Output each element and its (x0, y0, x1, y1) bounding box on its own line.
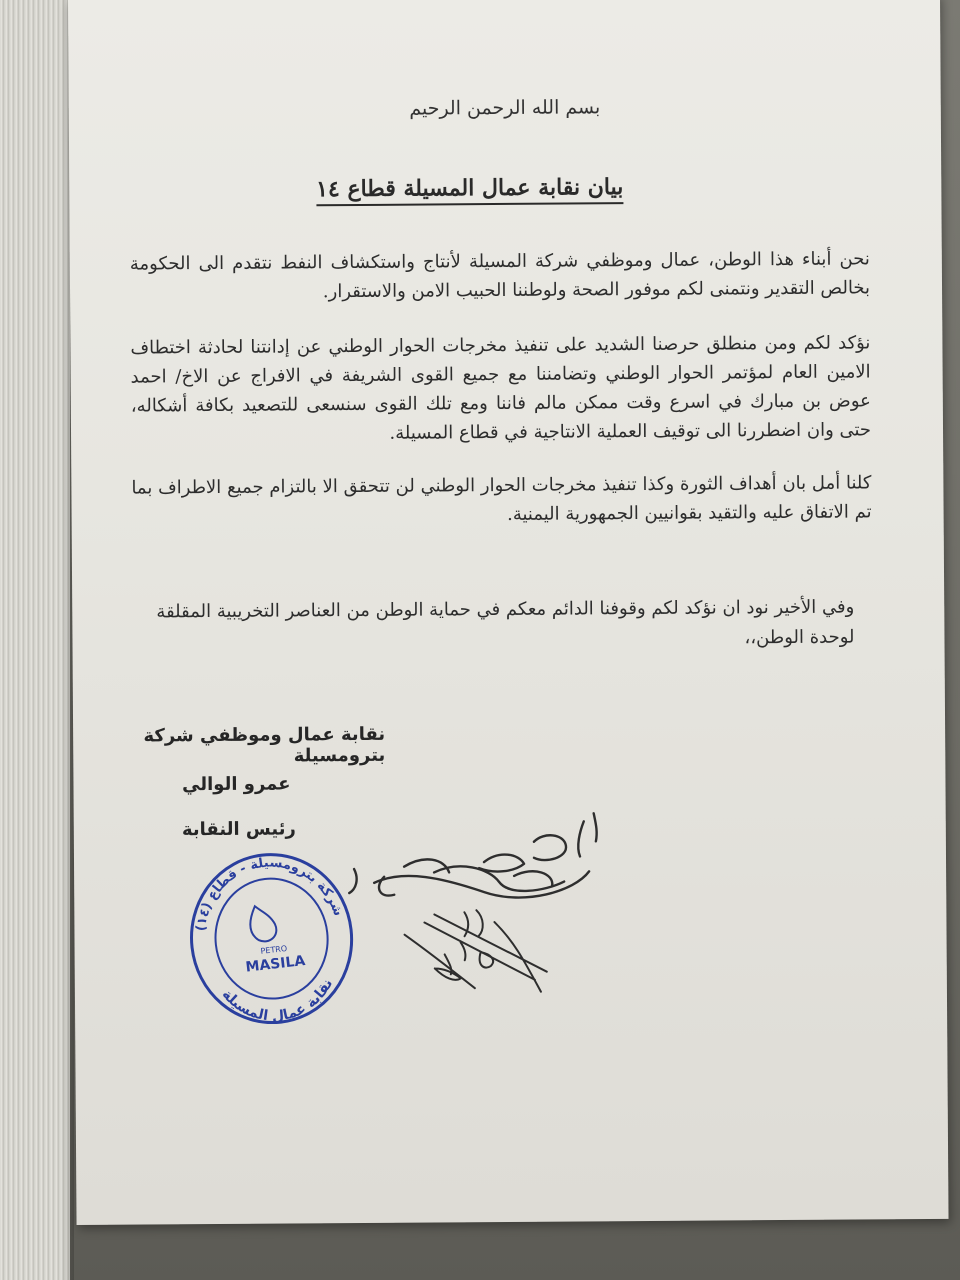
union-stamp (186, 848, 357, 1029)
signature-role: رئيس النقابة (181, 818, 296, 841)
signature-organization: نقابة عمال وموظفي شركة بترومسيلة (143, 723, 386, 767)
paragraph-hope: كلنا أمل بان أهداف الثورة وكذا تنفيذ مخرجات الحوار الوطني لن تتحقق الا بالتزام جميع الاطراف بما تم الاتفاق عليه والتقيد بقوانيين الجمهورية اليمنية. (131, 472, 872, 525)
paragraph-closing: وفي الأخير نود ان نؤكد لكم وقوفنا الدائم معكم في حماية الوطن من العناصر التخريبية المقلقة لوحدة الوطن،، (156, 596, 855, 649)
paragraph-condemnation: نؤكد لكم ومن منطلق حرصنا الشديد على تنفيذ مخرجات الحوار الوطني عن إدانتنا لحادثة اختطاف الامين العام لمؤتمر الحوار الوطني وتضامننا مع جميع القوى الشريفة في الافراج عن الاخ/ احمد عوض بن مبارك في اسرع وقت ممكن مالم فاننا ومع تلك القوى سنسعى للتصعيد بكافة أشكاله، حتى وان اضطررنا الى توقيف العملية الانتاجية في قطاع المسيلة. (130, 332, 872, 444)
document-sheet (68, 0, 949, 1225)
svg-text:MASILA: MASILA (244, 953, 307, 976)
svg-text:PETRO: PETRO (260, 943, 288, 956)
svg-text:نقابة عمال المسيلة: نقابة عمال المسيلة (218, 976, 337, 1025)
svg-text:شركة بترومسيلة - قطاع (١٤): شركة بترومسيلة - قطاع (١٤) (193, 855, 346, 932)
basmala-heading: بسم الله الرحمن الرحيم (409, 96, 601, 120)
paragraph-intro: نحن أبناء هذا الوطن، عمال وموظفي شركة المسيلة لأنتاج واستكشاف النفط نتقدم الى الحكومة بخالص التقدير ونتمنى لكم موفور الصحة ولوطننا الحبيب الامن والاستقرار. (129, 248, 871, 303)
signature-name: عمرو الوالي (182, 773, 291, 796)
document-title: بيان نقابة عمال المسيلة قطاع ١٤ (316, 174, 623, 207)
document-body (68, 0, 949, 1225)
